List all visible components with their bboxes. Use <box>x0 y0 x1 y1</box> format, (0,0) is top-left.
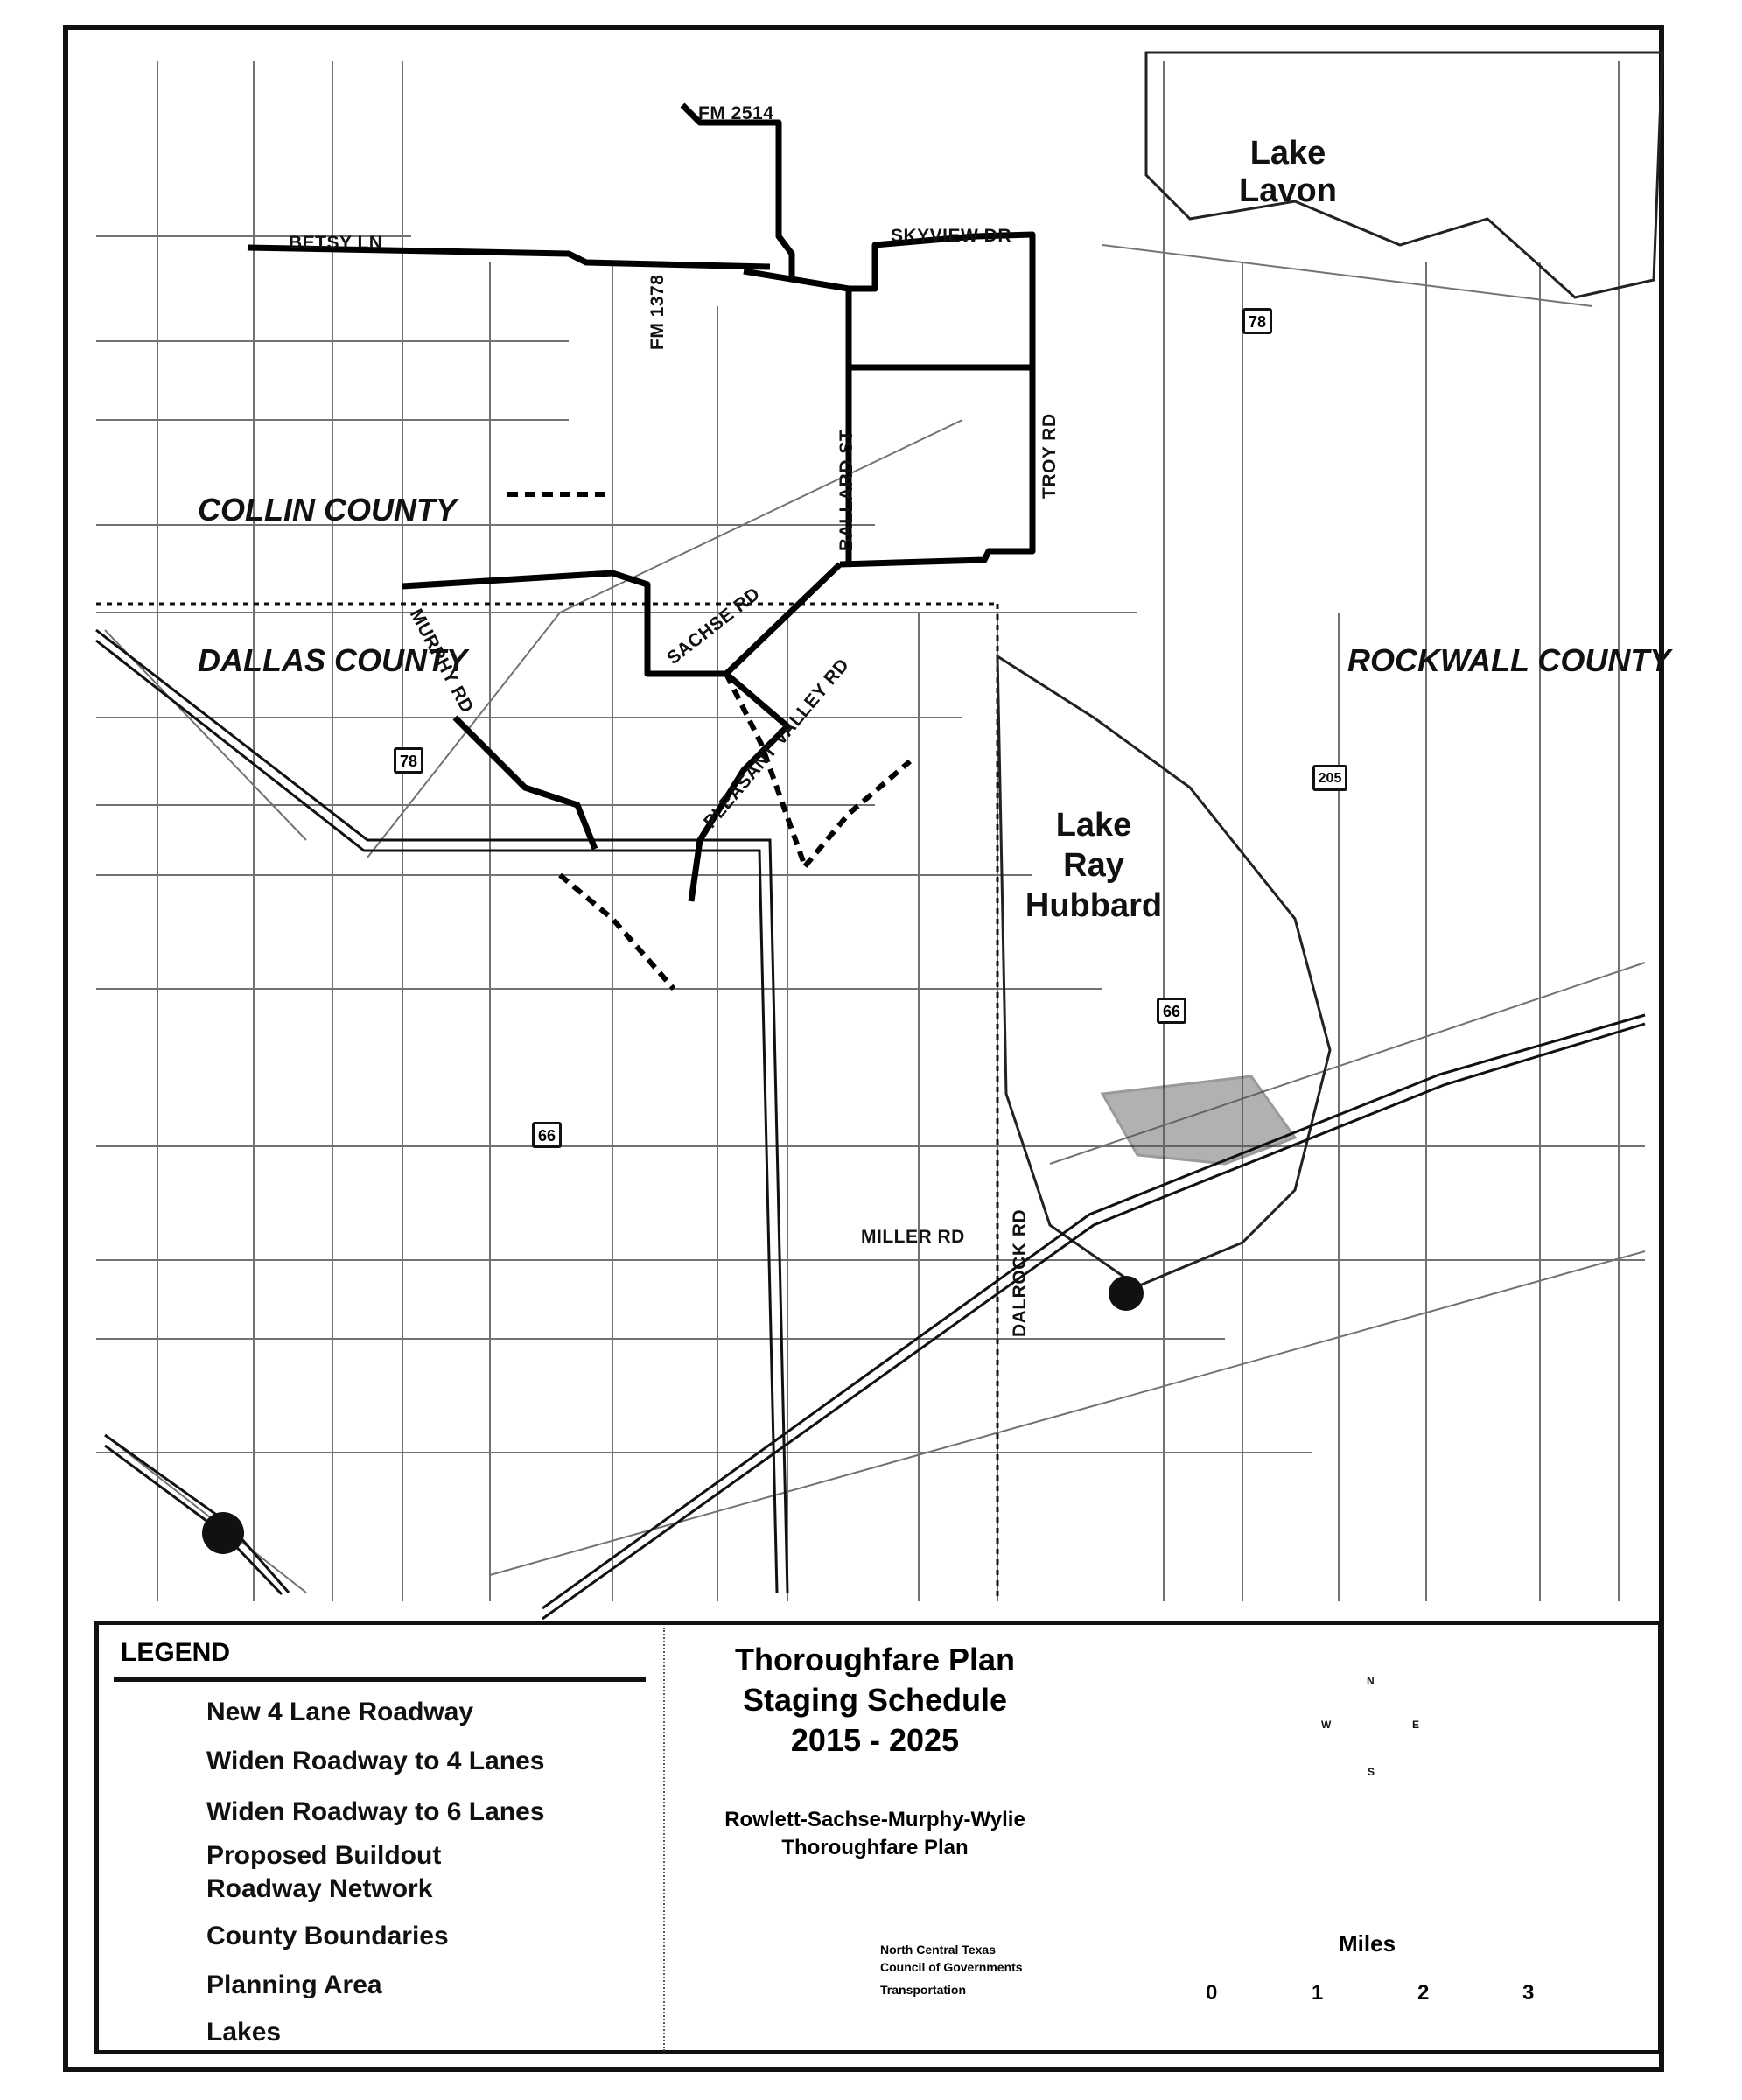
highways <box>96 630 1671 1619</box>
legend-item-county-boundaries: County Boundaries <box>206 1922 449 1950</box>
highway-shield-205: 205 <box>1312 765 1347 791</box>
legend-item-widen-6-lane: Widen Roadway to 6 Lanes <box>206 1797 545 1826</box>
lake-lavon-line1: Lake <box>1249 135 1326 172</box>
title-line-1: Thoroughfare Plan <box>734 1642 1015 1677</box>
legend-item-planning-area: Planning Area <box>206 1970 382 1999</box>
highway-shield-66-east: 66 <box>1157 998 1186 1024</box>
legend-item-roadway-network: Roadway Network <box>206 1874 433 1903</box>
title-line-2: Staging Schedule <box>742 1682 1008 1718</box>
county-label-collin: COLLIN COUNTY <box>198 492 457 528</box>
scale-tick-1: 1 <box>1312 1981 1324 2005</box>
legend-item-proposed-buildout: Proposed Buildout <box>206 1841 442 1870</box>
nctcog-caption <box>880 1941 1023 1998</box>
legend-title: LEGEND <box>121 1638 231 1667</box>
road-label-murphy-rd: MURPHY RD <box>405 606 478 717</box>
road-label-fm2514: FM 2514 <box>698 103 774 123</box>
legend-item-new-4-lane: New 4 Lane Roadway <box>206 1698 474 1726</box>
compass-north-label: N <box>1367 1675 1375 1687</box>
compass-west-label: W <box>1321 1718 1332 1731</box>
new-4-lane-roads <box>507 494 910 989</box>
scale-tick-0: 0 <box>1206 1981 1218 2005</box>
subtitle-line-1: Rowlett-Sachse-Murphy-Wylie <box>724 1808 1025 1831</box>
county-label-dallas: DALLAS COUNTY <box>198 642 467 678</box>
county-label-rockwall: ROCKWALL COUNTY <box>1347 642 1671 678</box>
nctcog-line-3: Transportation <box>880 1983 967 1997</box>
road-label-ballard-st: BALLARD ST <box>836 429 857 551</box>
lake-lavon-line2: Lavon <box>1239 172 1337 209</box>
road-label-skyview-dr: SKYVIEW DR <box>891 226 1012 246</box>
highway-shield-78-west: 78 <box>394 747 423 774</box>
scale-tick-2: 2 <box>1417 1981 1430 2005</box>
title-line-3: 2015 - 2025 <box>790 1722 960 1758</box>
lake-label-ray-hubbard <box>1015 805 1172 926</box>
street-network <box>96 61 1671 1601</box>
road-label-troy-rd: TROY RD <box>1039 413 1060 499</box>
title-block <box>665 1640 1085 1862</box>
legend-item-lakes: Lakes <box>206 2018 282 2047</box>
nctcog-line-2: Council of Governments <box>880 1960 1023 1974</box>
lake-ray-hubbard-line2: Ray <box>1063 847 1124 884</box>
subtitle-line-2: Thoroughfare Plan <box>781 1836 969 1859</box>
compass-south-label: S <box>1368 1766 1375 1778</box>
compass-east-label: E <box>1412 1718 1420 1731</box>
road-label-pleasant-valley-rd: PLEASANT VALLEY RD <box>700 654 854 832</box>
road-label-dalrock-rd: DALROCK RD <box>1010 1208 1030 1337</box>
road-label-fm1378: FM 1378 <box>647 274 668 350</box>
lake-label-lavon <box>1227 135 1349 210</box>
interstate-badge-east <box>1109 1276 1144 1311</box>
legend-rule <box>114 1676 646 1682</box>
legend-item-widen-4-lane: Widen Roadway to 4 Lanes <box>206 1746 545 1775</box>
road-label-betsy-ln: BETSY LN <box>289 233 383 253</box>
highway-shield-78-northeast: 78 <box>1242 308 1272 334</box>
road-label-sachse-rd: SACHSE RD <box>663 584 765 669</box>
road-label-miller-rd: MILLER RD <box>861 1227 965 1247</box>
highway-shield-66-west: 66 <box>532 1122 562 1148</box>
nctcog-line-1: North Central Texas <box>880 1942 996 1956</box>
lake-ray-hubbard-line1: Lake <box>1055 807 1132 844</box>
scale-tick-3: 3 <box>1522 1981 1535 2005</box>
lake-ray-hubbard-line3: Hubbard <box>1025 887 1163 924</box>
interstate-badge-west <box>202 1512 244 1554</box>
scale-title: Miles <box>1339 1930 1396 1956</box>
